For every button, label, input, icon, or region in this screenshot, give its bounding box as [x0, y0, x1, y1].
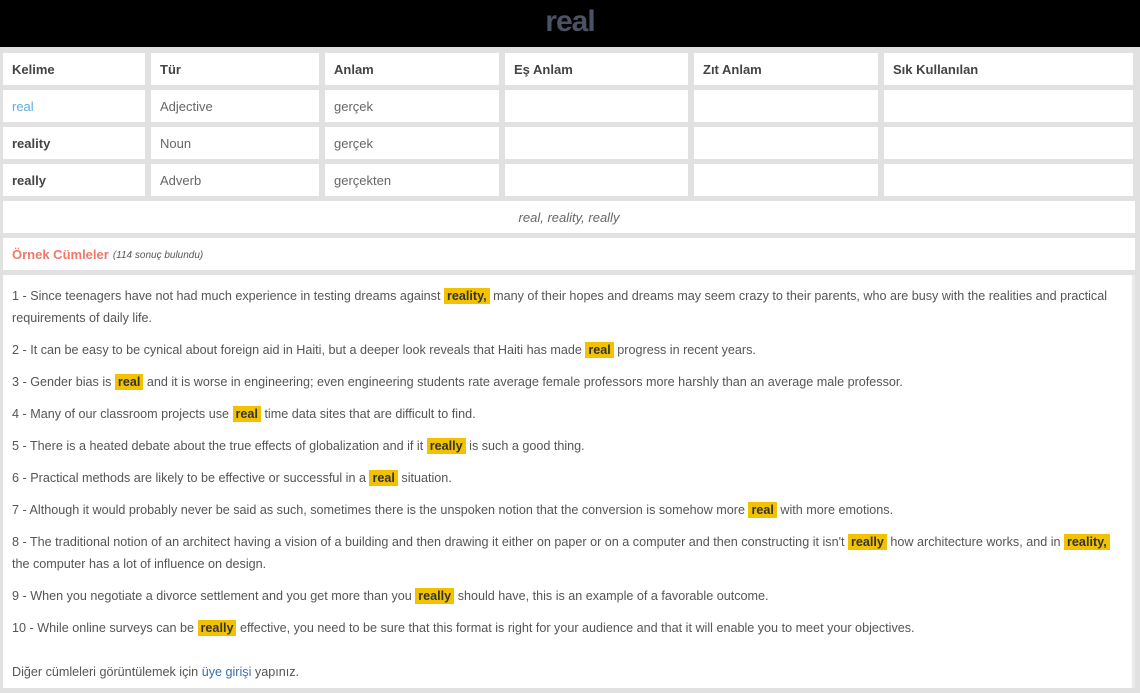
synonym-cell [505, 164, 688, 196]
sentence-text: how architecture works, and in [890, 535, 1061, 549]
highlighted-word: real [585, 342, 613, 358]
page-title: real [545, 4, 595, 38]
header-bar [0, 0, 1140, 47]
example-sentence: 1 - Since teenagers have not had much experience in testing dreams against reality, many of their hopes and dreams may seem crazy to their parents, who are busy with the realities and practical requirements of daily life. [12, 289, 1108, 325]
highlighted-word: reality, [1064, 534, 1110, 550]
sentence-text: When you negotiate a divorce settlement and you get more than you [30, 589, 412, 603]
sentence-text: While online surveys can be [37, 621, 195, 635]
sentence-number: 3 [12, 375, 20, 389]
column-header-es-anlam: Eş Anlam [505, 53, 688, 85]
word-table [3, 53, 1135, 688]
sentence-text: with more emotions. [780, 503, 894, 517]
antonym-cell [694, 127, 878, 159]
login-link[interactable]: üye girişi [201, 665, 252, 679]
sentence-text: is such a good thing. [469, 439, 585, 453]
word-cell[interactable] [3, 90, 145, 122]
column-header-kelime: Kelime [3, 53, 145, 85]
highlighted-word: real [369, 470, 397, 486]
sentence-number: 9 [12, 589, 20, 603]
sentence-text: and it is worse in engineering; even engineering students rate average female professors more harshly than an average male professor. [146, 375, 903, 389]
highlighted-word: really [848, 534, 887, 550]
meaning-cell: gerçek [325, 90, 499, 122]
sentence-text: progress in recent years. [617, 343, 756, 357]
example-sentence: 5 - There is a heated debate about the true effects of globalization and if it really is such a good thing. [12, 439, 585, 453]
type-cell: Adjective [151, 90, 319, 122]
sentence-text: situation. [401, 471, 452, 485]
login-prompt-text: Diğer cümleleri görüntülemek için [12, 665, 199, 679]
highlighted-word: real [748, 502, 776, 518]
login-prompt [12, 665, 1123, 679]
sentence-text: Since teenagers have not had much experience in testing dreams against [30, 289, 441, 303]
column-header-zit-anlam: Zıt Anlam [694, 53, 878, 85]
highlighted-word: really [198, 620, 237, 636]
examples-count: (114 sonuç bulundu) [112, 249, 204, 261]
meaning-cell: gerçek [325, 127, 499, 159]
sentence-text: Practical methods are likely to be effective or successful in a [30, 471, 366, 485]
example-sentence: 3 - Gender bias is real and it is worse in engineering; even engineering students rate average female professors more harshly than an average male professor. [12, 375, 903, 389]
sentence-text: There is a heated debate about the true effects of globalization and if it [29, 439, 424, 453]
type-cell: Noun [151, 127, 319, 159]
example-sentence: 2 - It can be easy to be cynical about foreign aid in Haiti, but a deeper look reveals that Haiti has made real progress in recent years. [12, 343, 756, 357]
example-sentence: 9 - When you negotiate a divorce settlement and you get more than you really should have, this is an example of a favorable outcome. [12, 589, 769, 603]
related-words-row: real, reality, really [3, 201, 1135, 233]
sentence-number: 7 [12, 503, 20, 517]
sentence-text: Although it would probably never be said as such, sometimes there is the unspoken notion that the conversion is somehow more [29, 503, 745, 517]
sentence-number: 4 [12, 407, 20, 421]
meaning-cell: gerçekten [325, 164, 499, 196]
highlighted-word: really [427, 438, 466, 454]
table-row [3, 164, 1135, 196]
table-header-row [3, 53, 1135, 85]
sentence-number: 5 [12, 439, 20, 453]
sentence-number: 1 [12, 289, 20, 303]
sentence-number: 8 [12, 535, 20, 549]
example-sentence: 10 - While online surveys can be really effective, you need to be sure that this format is right for your audience and that it will enable you to meet your objectives. [12, 621, 915, 635]
example-sentences-list [3, 275, 1135, 688]
example-sentence: 6 - Practical methods are likely to be effective or successful in a real situation. [12, 471, 452, 485]
frequent-cell [884, 90, 1133, 122]
example-sentence: 8 - The traditional notion of an architect having a vision of a building and then drawing it either on paper or on a computer and then constructing it isn't really how architecture works, and in reality, the computer has a lot of influence on design. [12, 531, 1123, 575]
sentence-text: The traditional notion of an architect having a vision of a building and then drawing it either on paper or on a computer and then constructing it isn't [29, 535, 845, 549]
sentence-text: should have, this is an example of a favorable outcome. [457, 589, 769, 603]
word-link[interactable]: reality [12, 135, 51, 151]
type-cell: Adverb [151, 164, 319, 196]
word-cell[interactable] [3, 127, 145, 159]
example-sentence: 7 - Although it would probably never be said as such, sometimes there is the unspoken notion that the conversion is somehow more real with more emotions. [12, 503, 894, 517]
synonym-cell [505, 90, 688, 122]
frequent-cell [884, 164, 1133, 196]
highlighted-word: really [415, 588, 454, 604]
highlighted-word: reality, [444, 288, 490, 304]
sentence-text: time data sites that are difficult to find. [264, 407, 476, 421]
sentence-text: Gender bias is [30, 375, 112, 389]
column-header-sik-kullanilan: Sık Kullanılan [884, 53, 1133, 85]
antonym-cell [694, 90, 878, 122]
word-cell[interactable] [3, 164, 145, 196]
sentence-text: Many of our classroom projects use [30, 407, 230, 421]
antonym-cell [694, 164, 878, 196]
sentence-text: It can be easy to be cynical about foreign aid in Haiti, but a deeper look reveals that Haiti has made [30, 343, 582, 357]
sentence-number: 2 [12, 343, 20, 357]
examples-header [3, 238, 1135, 270]
word-link[interactable]: really [12, 172, 46, 188]
column-header-tur: Tür [151, 53, 319, 85]
sentence-text: many of their hopes and dreams may seem crazy to their parents, who are busy with the realities and practical requirements of daily life. [12, 289, 1108, 325]
word-link[interactable]: real [12, 98, 34, 114]
sentence-number: 6 [12, 471, 20, 485]
login-prompt-text: yapınız. [254, 665, 299, 679]
column-header-anlam: Anlam [325, 53, 499, 85]
highlighted-word: real [115, 374, 143, 390]
table-row [3, 127, 1135, 159]
example-sentence: 4 - Many of our classroom projects use real time data sites that are difficult to find. [12, 407, 476, 421]
sentence-text: effective, you need to be sure that this format is right for your audience and that it will enable you to meet your objectives. [239, 621, 915, 635]
sentence-number: 10 [12, 621, 27, 635]
synonym-cell [505, 127, 688, 159]
sentence-text: the computer has a lot of influence on design. [12, 557, 267, 571]
examples-title: Örnek Cümleler [12, 246, 109, 262]
frequent-cell [884, 127, 1133, 159]
table-row [3, 90, 1135, 122]
highlighted-word: real [233, 406, 261, 422]
